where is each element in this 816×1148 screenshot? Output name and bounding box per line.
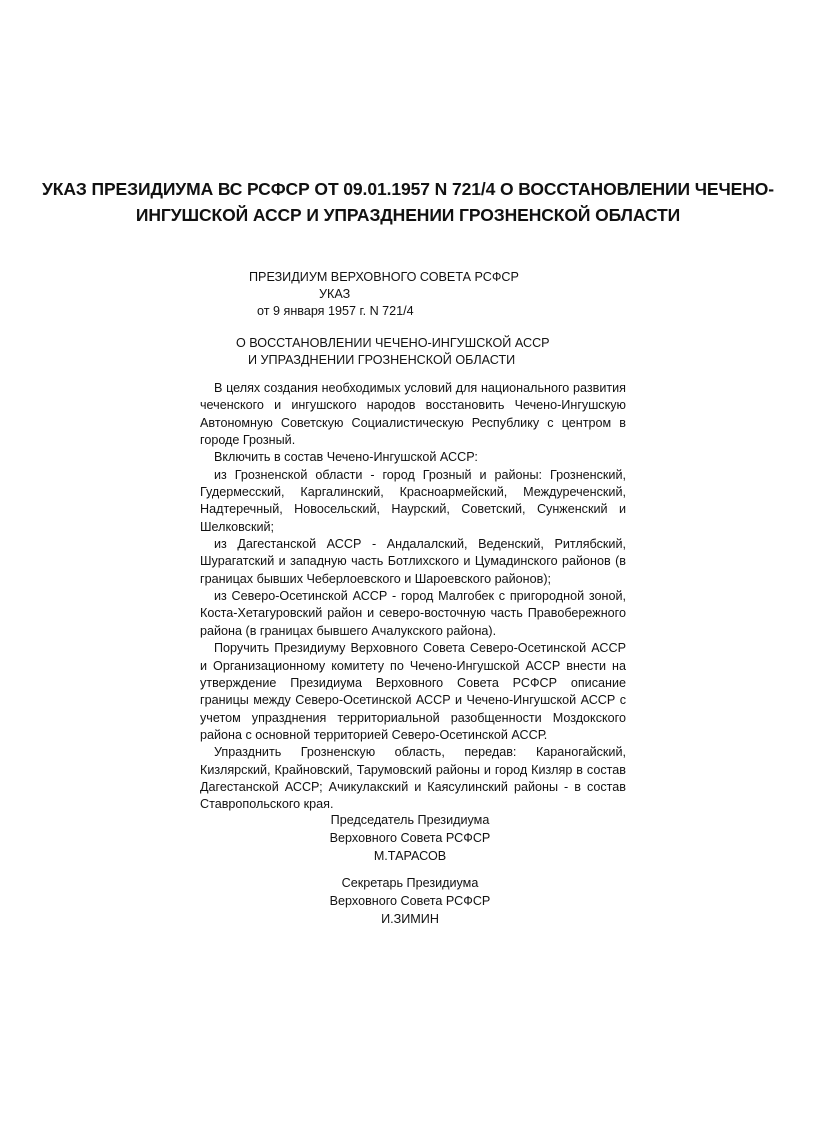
issuer-line: ПРЕЗИДИУМ ВЕРХОВНОГО СОВЕТА РСФСР [249, 270, 519, 284]
body-paragraph: В целях создания необходимых условий для национального развития чеченского и ингушского народов восстановить Чечено-Ингушскую Автономную Советскую Социалистическую Республику с центром в городе Грозный. [200, 381, 626, 448]
body-paragraph: Упразднить Грозненскую область, передав: Караногайский, Кизлярский, Крайновский, Тарумовский районы и город Кизляр в состав Дагестанской АССР; Ачикулакский и Каясулинский районы - в состав Ставропольского края. [200, 745, 626, 812]
subject-line-2: И УПРАЗДНЕНИИ ГРОЗНЕНСКОЙ ОБЛАСТИ [248, 353, 516, 367]
signature-name: И.ЗИМИН [381, 912, 439, 926]
decree-type: УКАЗ [319, 287, 351, 301]
body-paragraph: из Северо-Осетинской АССР - город Малгобек с пригородной зоной, Коста-Хетагуровский район и северо-восточную часть Правобережного района (в границах бывшего Ачалукского района). [200, 589, 626, 638]
body-paragraph: Включить в состав Чечено-Ингушской АССР: [214, 450, 478, 465]
decree-body [200, 380, 626, 814]
document-title-line-1: УКАЗ ПРЕЗИДИУМА ВС РСФСР ОТ 09.01.1957 N 721/4 О ВОССТАНОВЛЕНИИ ЧЕЧЕНО- [41, 179, 775, 199]
decree-date-number: от 9 января 1957 г. N 721/4 [257, 304, 414, 318]
secretary-signature [285, 874, 535, 928]
chairman-signature [285, 811, 535, 865]
document-title-line-2: ИНГУШСКОЙ АССР И УПРАЗДНЕНИИ ГРОЗНЕНСКОЙ ОБЛАСТИ [135, 205, 681, 225]
body-paragraph: из Грозненской области - город Грозный и районы: Грозненский, Гудермесский, Каргалинский, Красноармейский, Междуреченский, Надтеречный, Новосельский, Наурский, Советский, Сунженский и Шелковский; [200, 467, 626, 534]
signature-position: Председатель Президиума [330, 813, 490, 827]
signature-position: Секретарь Президиума [341, 876, 479, 890]
signature-position: Верховного Совета РСФСР [329, 831, 491, 845]
body-paragraph: Поручить Президиуму Верховного Совета Северо-Осетинской АССР и Организационному комитету по Чечено-Ингушской АССР внести на утверждение Президиума Верховного Совета РСФСР описание границы между Северо-Осетинской АССР и Чечено-Ингушской АССР с учетом упразднения территориальной разобщенности Моздокского района с основной территорией Северо-Осетинской АССР. [200, 641, 626, 742]
subject-line-1: О ВОССТАНОВЛЕНИИ ЧЕЧЕНО-ИНГУШСКОЙ АССР [236, 336, 550, 350]
signature-position: Верховного Совета РСФСР [329, 894, 491, 908]
document-title [20, 176, 796, 228]
body-paragraph: из Дагестанской АССР - Андалалский, Веденский, Ритлябский, Шурагатский и западную часть Ботлихского и Цумадинского районов (в границах бывших Чеберлоевского и Шароевского районов); [200, 537, 626, 586]
signature-name: М.ТАРАСОВ [373, 849, 447, 863]
